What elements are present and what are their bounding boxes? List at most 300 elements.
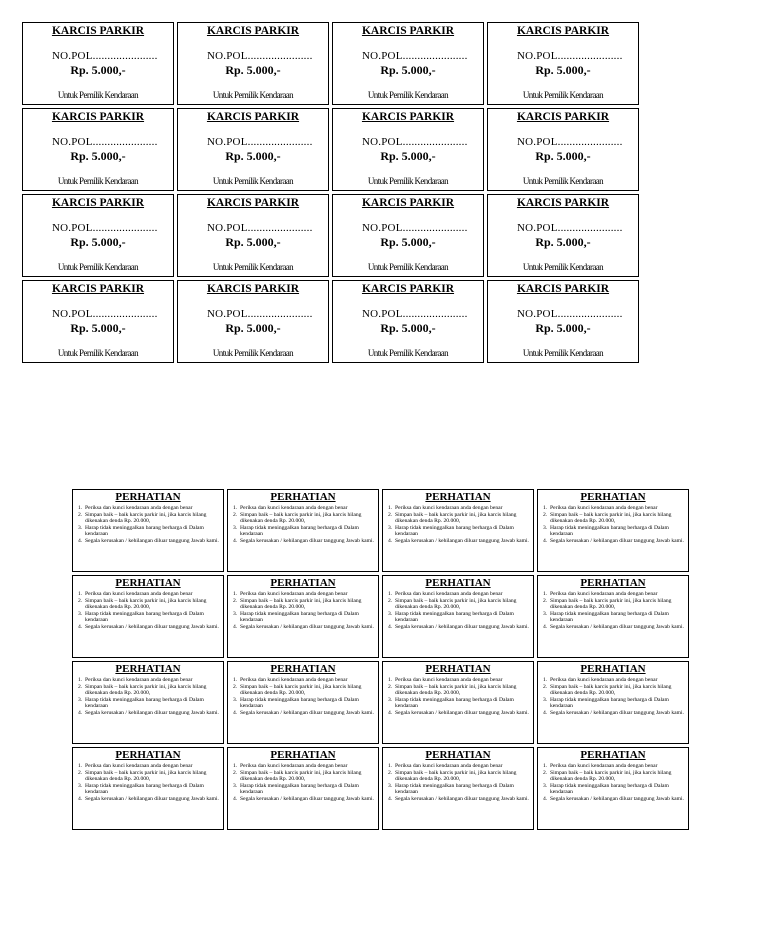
notice-item-text: Periksa dan kunci kendaraan anda dengan benar bbox=[395, 591, 503, 597]
notice-item-text: Harap tidak meninggalkan barang berharga di Dalam kendaraan bbox=[85, 782, 204, 796]
notice-item-number: 2. bbox=[78, 511, 83, 518]
notice-item-text: Harap tidak meninggalkan barang berharga di Dalam kendaraan bbox=[240, 524, 359, 538]
notice-item-number: 2. bbox=[78, 769, 83, 776]
notice-item-number: 4. bbox=[543, 795, 548, 802]
parking-ticket bbox=[177, 194, 329, 277]
notice-item bbox=[543, 796, 685, 803]
notice-item bbox=[543, 710, 685, 717]
notice-card bbox=[72, 747, 224, 830]
notice-item-text: Harap tidak meninggalkan barang berharga di Dalam kendaraan bbox=[395, 610, 514, 624]
notice-title: PERHATIAN bbox=[580, 491, 646, 503]
notice-list bbox=[78, 763, 220, 803]
notice-item-text: Harap tidak meninggalkan barang berharga di Dalam kendaraan bbox=[240, 610, 359, 624]
parking-ticket bbox=[487, 194, 639, 277]
parking-ticket bbox=[22, 280, 174, 363]
notice-item bbox=[388, 783, 530, 796]
notice-item bbox=[233, 591, 375, 598]
notice-item-number: 3. bbox=[78, 782, 83, 789]
notice-card bbox=[382, 661, 534, 744]
notice-list bbox=[78, 677, 220, 717]
ticket-owner-note: Untuk Pemilik Kendaraan bbox=[57, 90, 139, 100]
notice-title: PERHATIAN bbox=[425, 663, 491, 675]
notice-item-text: Periksa dan kunci kendaraan anda dengan benar bbox=[85, 763, 193, 769]
notice-item-number: 1. bbox=[388, 591, 393, 597]
notice-title: PERHATIAN bbox=[425, 491, 491, 503]
notice-title: PERHATIAN bbox=[115, 749, 181, 761]
plate-number-field: NO.POL...................... bbox=[52, 222, 158, 234]
notice-item bbox=[543, 591, 685, 598]
notice-item-text: Segala kerusakan / kehilangan diluar tanggung Jawab kami. bbox=[395, 623, 529, 630]
notice-item-text: Simpan baik – baik karcis parkir ini, jika karcis hilang dikenakan denda Rp. 20.000, bbox=[240, 683, 362, 697]
ticket-title: KARCIS PARKIR bbox=[206, 111, 300, 123]
notice-item bbox=[233, 677, 375, 684]
notice-item bbox=[233, 611, 375, 624]
notice-item-text: Harap tidak meninggalkan barang berharga di Dalam kendaraan bbox=[85, 696, 204, 710]
ticket-price: Rp. 5.000,- bbox=[225, 235, 281, 249]
notice-item-number: 3. bbox=[543, 782, 548, 789]
notice-item-text: Segala kerusakan / kehilangan diluar tanggung Jawab kami. bbox=[85, 709, 219, 716]
ticket-title: KARCIS PARKIR bbox=[51, 197, 145, 209]
ticket-title: KARCIS PARKIR bbox=[361, 25, 455, 37]
notice-item-text: Simpan baik – baik karcis parkir ini, jika karcis hilang dikenakan denda Rp. 20.000, bbox=[395, 597, 517, 611]
notice-card bbox=[72, 489, 224, 572]
notice-item-number: 4. bbox=[388, 623, 393, 630]
notice-item-text: Harap tidak meninggalkan barang berharga di Dalam kendaraan bbox=[240, 782, 359, 796]
notice-card bbox=[227, 489, 379, 572]
notice-item-text: Periksa dan kunci kendaraan anda dengan benar bbox=[395, 763, 503, 769]
notice-item bbox=[543, 684, 685, 697]
ticket-title: KARCIS PARKIR bbox=[51, 111, 145, 123]
notice-item bbox=[78, 598, 220, 611]
notice-list bbox=[543, 591, 685, 631]
notice-item-number: 2. bbox=[233, 769, 238, 776]
notice-item-text: Segala kerusakan / kehilangan diluar tanggung Jawab kami. bbox=[550, 623, 684, 630]
notice-item-text: Segala kerusakan / kehilangan diluar tanggung Jawab kami. bbox=[85, 795, 219, 802]
plate-number-field: NO.POL...................... bbox=[362, 308, 468, 320]
notice-item-number: 3. bbox=[543, 524, 548, 531]
notice-item-number: 1. bbox=[233, 505, 238, 511]
notice-item-number: 2. bbox=[388, 511, 393, 518]
notice-item bbox=[388, 598, 530, 611]
notice-item-number: 1. bbox=[233, 591, 238, 597]
parking-ticket bbox=[487, 108, 639, 191]
ticket-owner-note: Untuk Pemilik Kendaraan bbox=[367, 176, 449, 186]
notice-list bbox=[78, 505, 220, 545]
notice-item-number: 3. bbox=[78, 524, 83, 531]
plate-number-field: NO.POL...................... bbox=[207, 222, 313, 234]
notice-item-text: Segala kerusakan / kehilangan diluar tanggung Jawab kami. bbox=[395, 709, 529, 716]
ticket-price: Rp. 5.000,- bbox=[70, 63, 126, 77]
notice-item bbox=[78, 684, 220, 697]
notice-item bbox=[233, 525, 375, 538]
ticket-owner-note: Untuk Pemilik Kendaraan bbox=[367, 90, 449, 100]
notice-item bbox=[543, 611, 685, 624]
plate-number-field: NO.POL...................... bbox=[207, 50, 313, 62]
notice-item bbox=[78, 525, 220, 538]
notice-item bbox=[388, 796, 530, 803]
parking-ticket bbox=[487, 280, 639, 363]
parking-ticket bbox=[332, 108, 484, 191]
notice-item bbox=[78, 677, 220, 684]
notice-item-number: 4. bbox=[233, 537, 238, 544]
notice-item-number: 2. bbox=[388, 597, 393, 604]
ticket-owner-note: Untuk Pemilik Kendaraan bbox=[212, 90, 294, 100]
notice-item-number: 1. bbox=[543, 677, 548, 683]
ticket-price: Rp. 5.000,- bbox=[535, 235, 591, 249]
notice-item-number: 3. bbox=[388, 782, 393, 789]
notice-item-number: 4. bbox=[78, 795, 83, 802]
notice-item-number: 2. bbox=[78, 683, 83, 690]
notice-item bbox=[233, 512, 375, 525]
notice-item bbox=[233, 710, 375, 717]
ticket-title: KARCIS PARKIR bbox=[361, 197, 455, 209]
notice-item bbox=[543, 770, 685, 783]
notice-card bbox=[227, 747, 379, 830]
plate-number-field: NO.POL...................... bbox=[517, 308, 623, 320]
ticket-owner-note: Untuk Pemilik Kendaraan bbox=[522, 348, 604, 358]
notice-item bbox=[388, 710, 530, 717]
notice-item bbox=[543, 538, 685, 545]
ticket-owner-note: Untuk Pemilik Kendaraan bbox=[57, 176, 139, 186]
ticket-price: Rp. 5.000,- bbox=[225, 149, 281, 163]
notice-item-number: 4. bbox=[233, 623, 238, 630]
ticket-price: Rp. 5.000,- bbox=[380, 321, 436, 335]
plate-number-field: NO.POL...................... bbox=[517, 136, 623, 148]
notice-item-number: 4. bbox=[388, 537, 393, 544]
notice-item-text: Simpan baik – baik karcis parkir ini, jika karcis hilang dikenakan denda Rp. 20.000, bbox=[550, 769, 672, 783]
parking-ticket bbox=[177, 280, 329, 363]
notice-item-number: 4. bbox=[543, 709, 548, 716]
parking-ticket bbox=[22, 22, 174, 105]
notice-item bbox=[388, 624, 530, 631]
notice-item bbox=[388, 697, 530, 710]
notice-item-number: 2. bbox=[543, 769, 548, 776]
ticket-title: KARCIS PARKIR bbox=[516, 111, 610, 123]
notice-item-number: 2. bbox=[233, 597, 238, 604]
notice-item-number: 4. bbox=[543, 623, 548, 630]
notice-item bbox=[388, 684, 530, 697]
notice-title: PERHATIAN bbox=[115, 491, 181, 503]
notice-item-number: 1. bbox=[78, 677, 83, 683]
notice-item-text: Periksa dan kunci kendaraan anda dengan benar bbox=[395, 505, 503, 511]
notice-item-text: Simpan baik – baik karcis parkir ini, jika karcis hilang dikenakan denda Rp. 20.000, bbox=[550, 597, 672, 611]
parking-ticket bbox=[332, 22, 484, 105]
notice-item bbox=[543, 598, 685, 611]
notice-item-number: 1. bbox=[388, 505, 393, 511]
notice-title: PERHATIAN bbox=[580, 577, 646, 589]
notice-item bbox=[543, 697, 685, 710]
parking-ticket bbox=[22, 108, 174, 191]
notice-item-text: Harap tidak meninggalkan barang berharga di Dalam kendaraan bbox=[550, 696, 669, 710]
notice-list bbox=[388, 763, 530, 803]
notice-list bbox=[543, 505, 685, 545]
notice-item bbox=[78, 783, 220, 796]
notice-list bbox=[388, 591, 530, 631]
notice-item bbox=[543, 505, 685, 512]
notice-item-number: 4. bbox=[543, 537, 548, 544]
notice-item bbox=[233, 763, 375, 770]
notice-item bbox=[78, 710, 220, 717]
notice-list bbox=[233, 677, 375, 717]
notice-title: PERHATIAN bbox=[270, 663, 336, 675]
notice-item-text: Harap tidak meninggalkan barang berharga di Dalam kendaraan bbox=[240, 696, 359, 710]
notice-item-text: Segala kerusakan / kehilangan diluar tanggung Jawab kami. bbox=[395, 537, 529, 544]
notice-item-text: Periksa dan kunci kendaraan anda dengan benar bbox=[550, 677, 658, 683]
parking-ticket bbox=[332, 194, 484, 277]
notice-list bbox=[543, 677, 685, 717]
notice-item-number: 3. bbox=[233, 696, 238, 703]
notice-item-number: 3. bbox=[543, 610, 548, 617]
notice-item-text: Segala kerusakan / kehilangan diluar tanggung Jawab kami. bbox=[240, 795, 374, 802]
parking-ticket bbox=[177, 108, 329, 191]
notice-title: PERHATIAN bbox=[425, 577, 491, 589]
parking-ticket-front-sheet bbox=[22, 22, 640, 363]
notice-item-number: 1. bbox=[78, 763, 83, 769]
ticket-price: Rp. 5.000,- bbox=[70, 149, 126, 163]
notice-item-text: Simpan baik – baik karcis parkir ini, jika karcis hilang dikenakan denda Rp. 20.000, bbox=[550, 511, 672, 525]
notice-item-text: Harap tidak meninggalkan barang berharga di Dalam kendaraan bbox=[85, 610, 204, 624]
notice-item bbox=[233, 783, 375, 796]
notice-item-number: 3. bbox=[78, 610, 83, 617]
plate-number-field: NO.POL...................... bbox=[207, 308, 313, 320]
notice-card bbox=[227, 575, 379, 658]
ticket-owner-note: Untuk Pemilik Kendaraan bbox=[522, 90, 604, 100]
notice-list bbox=[388, 677, 530, 717]
ticket-price: Rp. 5.000,- bbox=[70, 235, 126, 249]
notice-item-number: 2. bbox=[78, 597, 83, 604]
notice-item-number: 1. bbox=[78, 591, 83, 597]
notice-item-number: 1. bbox=[78, 505, 83, 511]
notice-item-number: 2. bbox=[388, 683, 393, 690]
ticket-price: Rp. 5.000,- bbox=[225, 321, 281, 335]
notice-item bbox=[78, 770, 220, 783]
ticket-price: Rp. 5.000,- bbox=[225, 63, 281, 77]
ticket-owner-note: Untuk Pemilik Kendaraan bbox=[367, 262, 449, 272]
notice-item-number: 4. bbox=[78, 623, 83, 630]
notice-item-text: Segala kerusakan / kehilangan diluar tanggung Jawab kami. bbox=[85, 623, 219, 630]
notice-item-text: Simpan baik – baik karcis parkir ini, jika karcis hilang dikenakan denda Rp. 20.000, bbox=[85, 683, 207, 697]
plate-number-field: NO.POL...................... bbox=[52, 50, 158, 62]
notice-list bbox=[78, 591, 220, 631]
ticket-owner-note: Untuk Pemilik Kendaraan bbox=[212, 348, 294, 358]
ticket-title: KARCIS PARKIR bbox=[206, 25, 300, 37]
notice-item-text: Simpan baik – baik karcis parkir ini, jika karcis hilang dikenakan denda Rp. 20.000, bbox=[240, 597, 362, 611]
notice-item-number: 3. bbox=[233, 610, 238, 617]
ticket-title: KARCIS PARKIR bbox=[361, 111, 455, 123]
parking-ticket bbox=[22, 194, 174, 277]
notice-item-text: Segala kerusakan / kehilangan diluar tanggung Jawab kami. bbox=[240, 709, 374, 716]
parking-ticket-back-sheet bbox=[72, 489, 689, 830]
notice-item-text: Simpan baik – baik karcis parkir ini, jika karcis hilang dikenakan denda Rp. 20.000, bbox=[240, 511, 362, 525]
plate-number-field: NO.POL...................... bbox=[362, 136, 468, 148]
notice-item bbox=[78, 796, 220, 803]
notice-item bbox=[388, 763, 530, 770]
ticket-price: Rp. 5.000,- bbox=[535, 63, 591, 77]
notice-item-number: 4. bbox=[388, 709, 393, 716]
notice-item bbox=[388, 611, 530, 624]
notice-item-text: Harap tidak meninggalkan barang berharga di Dalam kendaraan bbox=[550, 524, 669, 538]
notice-item-number: 4. bbox=[233, 795, 238, 802]
notice-item-number: 3. bbox=[78, 696, 83, 703]
notice-item-number: 2. bbox=[543, 511, 548, 518]
notice-list bbox=[543, 763, 685, 803]
ticket-title: KARCIS PARKIR bbox=[206, 283, 300, 295]
notice-item-text: Harap tidak meninggalkan barang berharga di Dalam kendaraan bbox=[395, 524, 514, 538]
notice-item-text: Periksa dan kunci kendaraan anda dengan benar bbox=[85, 591, 193, 597]
ticket-price: Rp. 5.000,- bbox=[380, 235, 436, 249]
notice-card bbox=[537, 489, 689, 572]
plate-number-field: NO.POL...................... bbox=[52, 136, 158, 148]
plate-number-field: NO.POL...................... bbox=[517, 222, 623, 234]
plate-number-field: NO.POL...................... bbox=[517, 50, 623, 62]
notice-item bbox=[388, 591, 530, 598]
plate-number-field: NO.POL...................... bbox=[362, 222, 468, 234]
ticket-owner-note: Untuk Pemilik Kendaraan bbox=[212, 262, 294, 272]
notice-item-number: 2. bbox=[543, 597, 548, 604]
notice-item-text: Simpan baik – baik karcis parkir ini, jika karcis hilang dikenakan denda Rp. 20.000, bbox=[85, 769, 207, 783]
notice-item bbox=[543, 763, 685, 770]
plate-number-field: NO.POL...................... bbox=[52, 308, 158, 320]
notice-item-text: Periksa dan kunci kendaraan anda dengan benar bbox=[550, 591, 658, 597]
ticket-title: KARCIS PARKIR bbox=[51, 283, 145, 295]
notice-item-text: Simpan baik – baik karcis parkir ini, jika karcis hilang dikenakan denda Rp. 20.000, bbox=[395, 683, 517, 697]
parking-ticket bbox=[332, 280, 484, 363]
notice-title: PERHATIAN bbox=[425, 749, 491, 761]
notice-item-number: 1. bbox=[233, 763, 238, 769]
parking-ticket bbox=[177, 22, 329, 105]
notice-item bbox=[388, 525, 530, 538]
ticket-price: Rp. 5.000,- bbox=[380, 149, 436, 163]
ticket-title: KARCIS PARKIR bbox=[516, 25, 610, 37]
notice-item bbox=[543, 624, 685, 631]
notice-item-text: Periksa dan kunci kendaraan anda dengan benar bbox=[395, 677, 503, 683]
notice-item-number: 2. bbox=[388, 769, 393, 776]
notice-item-number: 3. bbox=[233, 782, 238, 789]
notice-card bbox=[382, 489, 534, 572]
ticket-owner-note: Untuk Pemilik Kendaraan bbox=[57, 348, 139, 358]
ticket-title: KARCIS PARKIR bbox=[361, 283, 455, 295]
notice-item-text: Segala kerusakan / kehilangan diluar tanggung Jawab kami. bbox=[550, 795, 684, 802]
notice-item-number: 4. bbox=[78, 709, 83, 716]
notice-item bbox=[78, 763, 220, 770]
notice-item-number: 1. bbox=[233, 677, 238, 683]
notice-item-text: Segala kerusakan / kehilangan diluar tanggung Jawab kami. bbox=[240, 537, 374, 544]
notice-item-text: Periksa dan kunci kendaraan anda dengan benar bbox=[85, 505, 193, 511]
notice-item-number: 1. bbox=[543, 763, 548, 769]
notice-title: PERHATIAN bbox=[115, 577, 181, 589]
notice-card bbox=[537, 747, 689, 830]
notice-card bbox=[382, 575, 534, 658]
notice-item-text: Periksa dan kunci kendaraan anda dengan benar bbox=[240, 505, 348, 511]
notice-item bbox=[388, 512, 530, 525]
ticket-title: KARCIS PARKIR bbox=[206, 197, 300, 209]
notice-item-number: 4. bbox=[78, 537, 83, 544]
notice-item-number: 4. bbox=[233, 709, 238, 716]
ticket-owner-note: Untuk Pemilik Kendaraan bbox=[57, 262, 139, 272]
ticket-owner-note: Untuk Pemilik Kendaraan bbox=[212, 176, 294, 186]
notice-item-number: 1. bbox=[388, 677, 393, 683]
notice-item-text: Segala kerusakan / kehilangan diluar tanggung Jawab kami. bbox=[240, 623, 374, 630]
notice-item-text: Simpan baik – baik karcis parkir ini, jika karcis hilang dikenakan denda Rp. 20.000, bbox=[240, 769, 362, 783]
notice-title: PERHATIAN bbox=[270, 491, 336, 503]
notice-list bbox=[388, 505, 530, 545]
notice-item-text: Harap tidak meninggalkan barang berharga di Dalam kendaraan bbox=[85, 524, 204, 538]
notice-item-number: 1. bbox=[543, 591, 548, 597]
ticket-owner-note: Untuk Pemilik Kendaraan bbox=[367, 348, 449, 358]
notice-item bbox=[233, 684, 375, 697]
notice-item-number: 3. bbox=[388, 610, 393, 617]
notice-item-text: Simpan baik – baik karcis parkir ini, jika karcis hilang dikenakan denda Rp. 20.000, bbox=[395, 769, 517, 783]
notice-item bbox=[78, 697, 220, 710]
notice-item bbox=[78, 591, 220, 598]
notice-item-number: 3. bbox=[543, 696, 548, 703]
notice-item bbox=[388, 538, 530, 545]
parking-ticket bbox=[487, 22, 639, 105]
notice-item-text: Simpan baik – baik karcis parkir ini, jika karcis hilang dikenakan denda Rp. 20.000, bbox=[85, 597, 207, 611]
ticket-price: Rp. 5.000,- bbox=[535, 149, 591, 163]
plate-number-field: NO.POL...................... bbox=[207, 136, 313, 148]
notice-item-text: Segala kerusakan / kehilangan diluar tanggung Jawab kami. bbox=[395, 795, 529, 802]
ticket-price: Rp. 5.000,- bbox=[380, 63, 436, 77]
notice-item bbox=[78, 538, 220, 545]
notice-item-text: Segala kerusakan / kehilangan diluar tanggung Jawab kami. bbox=[85, 537, 219, 544]
notice-card bbox=[72, 575, 224, 658]
notice-item-number: 3. bbox=[388, 696, 393, 703]
notice-card bbox=[227, 661, 379, 744]
ticket-title: KARCIS PARKIR bbox=[516, 197, 610, 209]
notice-item bbox=[78, 512, 220, 525]
notice-item bbox=[233, 697, 375, 710]
notice-card bbox=[537, 661, 689, 744]
notice-item-number: 1. bbox=[543, 505, 548, 511]
notice-item-text: Simpan baik – baik karcis parkir ini, jika karcis hilang dikenakan denda Rp. 20.000, bbox=[550, 683, 672, 697]
notice-list bbox=[233, 591, 375, 631]
notice-item-number: 2. bbox=[233, 683, 238, 690]
plate-number-field: NO.POL...................... bbox=[362, 50, 468, 62]
notice-item-text: Periksa dan kunci kendaraan anda dengan benar bbox=[240, 677, 348, 683]
notice-item bbox=[543, 512, 685, 525]
ticket-owner-note: Untuk Pemilik Kendaraan bbox=[522, 262, 604, 272]
notice-item-text: Periksa dan kunci kendaraan anda dengan benar bbox=[550, 505, 658, 511]
notice-list bbox=[233, 763, 375, 803]
notice-item bbox=[543, 783, 685, 796]
notice-item-number: 2. bbox=[543, 683, 548, 690]
notice-item bbox=[388, 677, 530, 684]
notice-item-number: 1. bbox=[388, 763, 393, 769]
notice-item-text: Periksa dan kunci kendaraan anda dengan benar bbox=[550, 763, 658, 769]
notice-title: PERHATIAN bbox=[580, 749, 646, 761]
notice-item-text: Harap tidak meninggalkan barang berharga di Dalam kendaraan bbox=[550, 782, 669, 796]
notice-item-text: Harap tidak meninggalkan barang berharga di Dalam kendaraan bbox=[395, 782, 514, 796]
ticket-price: Rp. 5.000,- bbox=[70, 321, 126, 335]
notice-card bbox=[382, 747, 534, 830]
notice-card bbox=[537, 575, 689, 658]
notice-item-text: Segala kerusakan / kehilangan diluar tanggung Jawab kami. bbox=[550, 537, 684, 544]
ticket-title: KARCIS PARKIR bbox=[51, 25, 145, 37]
notice-item-number: 3. bbox=[388, 524, 393, 531]
notice-item bbox=[78, 505, 220, 512]
notice-item-text: Harap tidak meninggalkan barang berharga di Dalam kendaraan bbox=[395, 696, 514, 710]
notice-title: PERHATIAN bbox=[270, 577, 336, 589]
notice-item-number: 3. bbox=[233, 524, 238, 531]
notice-item bbox=[233, 624, 375, 631]
notice-item-text: Periksa dan kunci kendaraan anda dengan benar bbox=[240, 763, 348, 769]
ticket-title: KARCIS PARKIR bbox=[516, 283, 610, 295]
notice-item-text: Harap tidak meninggalkan barang berharga di Dalam kendaraan bbox=[550, 610, 669, 624]
notice-item-number: 2. bbox=[233, 511, 238, 518]
notice-item-text: Periksa dan kunci kendaraan anda dengan benar bbox=[85, 677, 193, 683]
notice-item-text: Periksa dan kunci kendaraan anda dengan benar bbox=[240, 591, 348, 597]
